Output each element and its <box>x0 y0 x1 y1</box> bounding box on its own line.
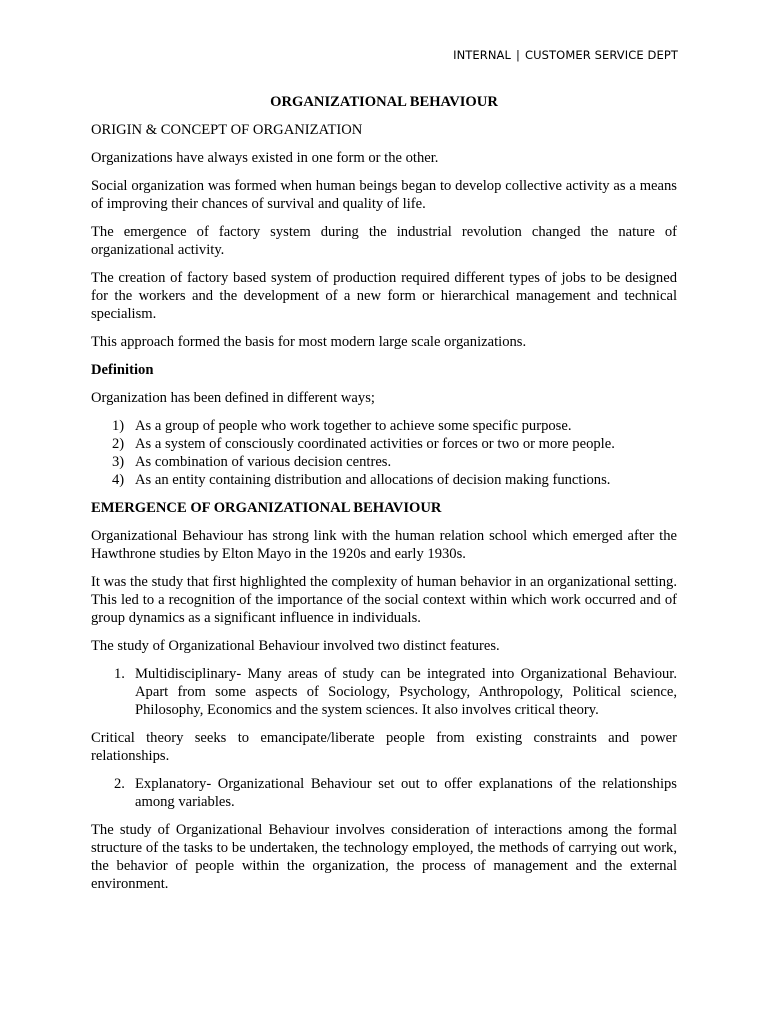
header-label-dept: CUSTOMER SERVICE DEPT <box>525 48 678 62</box>
paragraph: The creation of factory based system of production required different types of jobs to be designed for the workers and the development of a new form or hierarchical management and technical specialism. <box>91 270 677 322</box>
list-item <box>91 453 677 471</box>
page-header <box>453 47 678 63</box>
section-heading-origin: ORIGIN & CONCEPT OF ORGANIZATION <box>91 122 363 138</box>
paragraph: The emergence of factory system during the industrial revolution changed the nature of organizational activity. <box>91 224 677 258</box>
header-label-internal: INTERNAL <box>453 48 512 62</box>
paragraph: Organizational Behaviour has strong link with the human relation school which emerged after the Hawthrone studies by Elton Mayo in the 1920s and early 1930s. <box>91 528 677 562</box>
paragraph: Critical theory seeks to emancipate/liberate people from existing constraints and power relationships. <box>91 730 677 764</box>
paragraph: Social organization was formed when human beings began to develop collective activity as a means of improving their chances of survival and quality of life. <box>91 178 677 212</box>
list-item-text: Explanatory- Organizational Behaviour set out to offer explanations of the relationships among variables. <box>135 776 677 810</box>
document-body <box>91 93 677 903</box>
section-heading-definition: Definition <box>91 362 154 378</box>
list-item <box>91 775 677 811</box>
paragraph: Organizations have always existed in one form or the other. <box>91 150 439 166</box>
feature-list-1 <box>91 665 677 719</box>
list-item <box>91 471 677 489</box>
list-number: 2. <box>114 776 125 792</box>
paragraph: The study of Organizational Behaviour involved two distinct features. <box>91 638 500 654</box>
list-item <box>91 417 677 435</box>
paragraph: The study of Organizational Behaviour involves consideration of interactions among the formal structure of the tasks to be undertaken, the technology employed, the methods of carrying out work, the behavior of people within the organization, the process of management and the external environment. <box>91 822 677 892</box>
definition-list <box>91 417 677 489</box>
list-number: 1) <box>112 418 125 434</box>
document-title: ORGANIZATIONAL BEHAVIOUR <box>270 94 498 110</box>
paragraph: Organization has been defined in different ways; <box>91 390 375 406</box>
list-item-text: As a group of people who work together to achieve some specific purpose. <box>135 418 572 434</box>
list-item-text: As combination of various decision centres. <box>135 454 392 470</box>
paragraph: It was the study that first highlighted the complexity of human behavior in an organizational setting. This led to a recognition of the importance of the social context within which work occurred and of group dynamics as a significant influence in individuals. <box>91 574 677 626</box>
list-item <box>91 435 677 453</box>
header-separator: | <box>516 48 521 62</box>
feature-list-2 <box>91 775 677 811</box>
list-number: 4) <box>112 472 125 488</box>
list-number: 3) <box>112 454 125 470</box>
list-item-text: Multidisciplinary- Many areas of study can be integrated into Organizational Behaviour. Apart from some aspects of Sociology, Psychology, Anthropology, Political science, Philosophy, Economics and the system sciences. It also involves critical theory. <box>135 666 677 718</box>
section-heading-emergence: EMERGENCE OF ORGANIZATIONAL BEHAVIOUR <box>91 500 442 516</box>
list-item-text: As an entity containing distribution and allocations of decision making functions. <box>135 472 611 488</box>
list-number: 1. <box>114 666 125 682</box>
paragraph: This approach formed the basis for most modern large scale organizations. <box>91 334 527 350</box>
list-number: 2) <box>112 436 125 452</box>
list-item-text: As a system of consciously coordinated activities or forces or two or more people. <box>135 436 615 452</box>
list-item <box>91 665 677 719</box>
